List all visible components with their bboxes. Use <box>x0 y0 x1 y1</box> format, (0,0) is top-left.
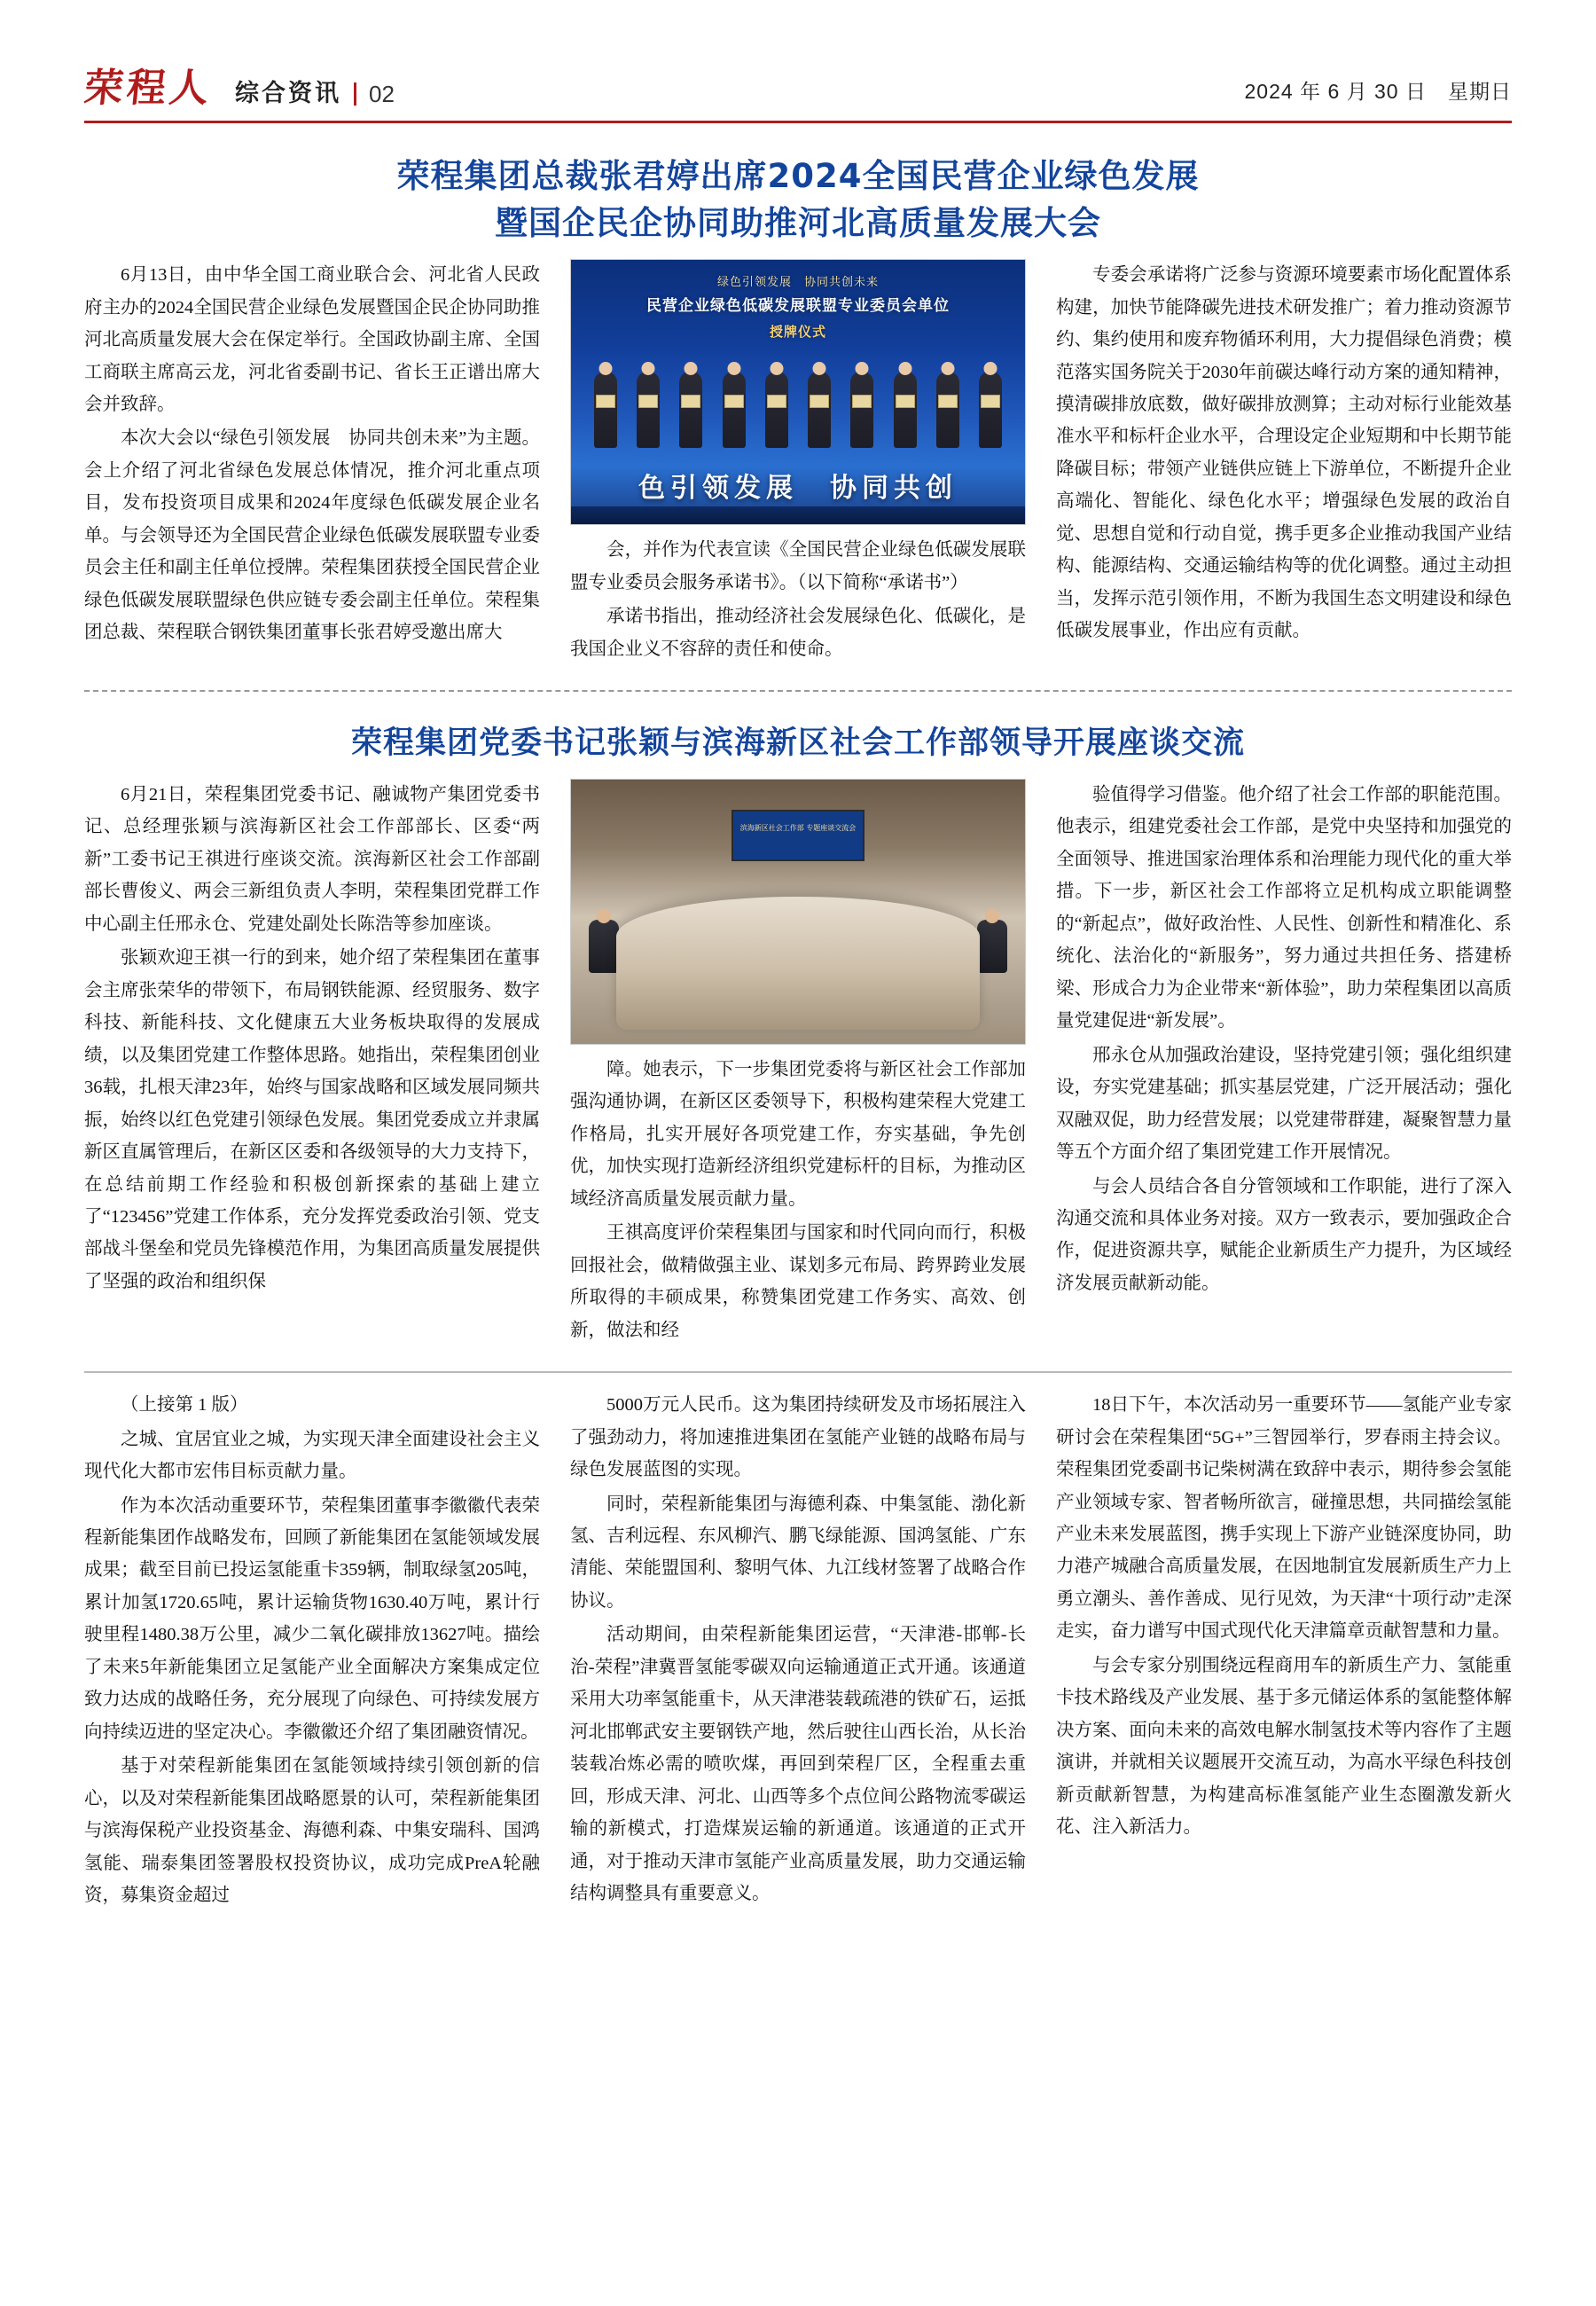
person-figure <box>894 372 917 448</box>
article1-headline <box>84 153 1512 247</box>
article2-p1: 6月21日，荣程集团党委书记、融诚物产集团党委书记、总经理张颖与滨海新区社会工作部部长、区委“两新”工委书记王祺进行座谈交流。滨海新区社会工作部副部长曹俊义、两会三新组负责人李明，荣程集团党群工作中心副主任邢永仓、党建处副处长陈浩等参加座谈。 <box>84 784 540 934</box>
person-figure <box>808 372 831 448</box>
continued-from-note: （上接第 1 版） <box>121 1395 248 1416</box>
article1-p4: 承诺书指出，推动经济社会发展绿色化、低碳化，是我国企业义不容辞的责任和使命。 <box>570 607 1026 659</box>
plaque-icon <box>724 395 744 408</box>
article1-column-2 <box>570 259 1026 667</box>
issue-date: 2024 年 6 月 30 日 星期日 <box>1244 80 1512 103</box>
plaque-icon <box>938 395 958 408</box>
article2-column-1 <box>84 779 540 1348</box>
article1-columns <box>84 259 1512 667</box>
plaque-icon <box>767 395 786 408</box>
article3-columns <box>84 1389 1512 1914</box>
article3-column-2 <box>570 1389 1026 1914</box>
article1-headline-line2: 暨国企民企协同助推河北高质量发展大会 <box>495 203 1101 242</box>
masthead <box>84 0 1512 123</box>
article3-p5: 同时，荣程新能集团与海德利森、中集氢能、渤化新氢、吉利远程、东风柳汽、鹏飞绿能源、国鸿氢能、广东清能、荣能盟国利、黎明气体、九江线材签署了战略合作协议。 <box>570 1494 1026 1611</box>
article2-p7: 与会人员结合各自分管领域和工作职能，进行了深入沟通交流和具体业务对接。双方一致表示，要加强政企合作，促进资源共享，赋能企业新质生产力提升，为区域经济发展贡献新动能。 <box>1056 1176 1512 1293</box>
article1-headline-line1: 荣程集团总裁张君婷出席2024全国民营企业绿色发展 <box>396 157 1200 195</box>
plaque-icon <box>852 395 872 408</box>
person-figure <box>637 372 660 448</box>
ceremony-photo-screen <box>571 272 1025 344</box>
article3-column-3 <box>1056 1389 1512 1914</box>
ceremony-photo <box>570 259 1026 525</box>
person-figure <box>936 372 959 448</box>
plaque-icon <box>981 395 1000 408</box>
article-divider-2 <box>84 1371 1512 1373</box>
article3-p2: 作为本次活动重要环节，荣程集团董事李徽徽代表荣程新能集团作战略发布，回顾了新能集团在氢能领域发展成果；截至目前已投运氢能重卡359辆，制取绿氢205吨，累计加氢1720.65吨，累计运输货物1630.40万吨，累计行驶里程1480.38万公里，减少二氧化碳排放13627吨。描绘了未来5年新能集团立足氢能产业全面解决方案集成定位致力达成的战略任务，充分展现了向绿色、可持续发展方向持续迈进的坚定决心。李徽徽还介绍了集团融资情况。 <box>84 1495 540 1742</box>
article2-columns <box>84 779 1512 1348</box>
article1-column-3 <box>1056 259 1512 667</box>
section-title: 综合资讯 <box>235 80 341 106</box>
ceremony-photo-people <box>594 372 1003 448</box>
article2-headline-line1: 荣程集团党委书记张颖与滨海新区社会工作部领导开展座谈交流 <box>350 726 1245 761</box>
masthead-divider <box>354 82 356 106</box>
meeting-photo-screen: 滨海新区社会工作部 专题座谈交流会 <box>732 810 864 861</box>
article3-p8: 与会专家分别围绕远程商用车的新质生产力、氢能重卡技术路线及产业发展、基于多元储运体系的氢能整体解决方案、面向未来的高效电解水制氢技术等内容作了主题演讲，并就相关议题展开交流互动，为高水平绿色科技创新贡献新智慧，为构建高标准氢能产业生态圈激发新火花、注入新活力。 <box>1056 1655 1512 1838</box>
article3-p4: 5000万元人民币。这为集团持续研发及市场拓展注入了强劲动力，将加速推进集团在氢能产业链的战略布局与绿色发展蓝图的实现。 <box>570 1395 1026 1480</box>
attendee-figure <box>977 920 1007 973</box>
plaque-icon <box>896 395 915 408</box>
article3-p1: 之城、宜居宜业之城，为实现天津全面建设社会主义现代化大都市宏伟目标贡献力量。 <box>84 1429 540 1482</box>
article2-headline <box>84 722 1512 766</box>
page-number: 02 <box>369 81 395 107</box>
article3-p3: 基于对荣程新能集团在氢能领域持续引领创新的信心，以及对荣程新能集团战略愿景的认可，荣程新能集团与滨海保税产业投资基金、海德利森、中集安瑞科、国鸿氢能、瑞泰集团签署股权投资协议，成功完成PreA轮融资，募集资金超过 <box>84 1756 540 1906</box>
plaque-icon <box>596 395 615 408</box>
article-divider-1 <box>84 690 1512 692</box>
article1-p2: 本次大会以“绿色引领发展 协同共创未来”为主题。会上介绍了河北省绿色发展总体情况，推介河北重点项目，发布投资项目成果和2024年度绿色低碳发展企业名单。与会领导还为全国民营企业绿色低碳发展联盟专业委员会主任和副主任单位授牌。荣程集团获授全国民营企业绿色低碳发展联盟绿色供应链专委会副主任单位。荣程集团总裁、荣程联合钢铁集团董事长张君婷受邀出席大 <box>84 428 540 643</box>
stage-floor <box>571 506 1025 524</box>
plaque-icon <box>810 395 829 408</box>
article3-column-1 <box>84 1389 540 1914</box>
person-figure <box>679 372 702 448</box>
article3-p6: 活动期间，由荣程新能集团运营，“天津港-邯郸-长治-荣程”津冀晋氢能零碳双向运输通道正式开通。该通道采用大功率氢能重卡，从天津港装载疏港的铁矿石，运抵河北邯郸武安主要钢铁产地，然后驶往山西长治，从长治装载冶炼必需的喷吹煤，再回到荣程厂区，全程重去重回，形成天津、河北、山西等多个点位间公路物流零碳运输的新模式，打造煤炭运输的新通道。该通道的正式开通，对于推动天津市氢能产业高质量发展，助力交通运输结构调整具有重要意义。 <box>570 1625 1026 1904</box>
article1-column-1 <box>84 259 540 667</box>
ceremony-screen-line2: 民营企业绿色低碳发展联盟专业委员会单位 <box>646 297 950 316</box>
person-figure <box>723 372 746 448</box>
article2-p2: 张颖欢迎王祺一行的到来，她介绍了荣程集团在董事会主席张荣华的带领下，布局钢铁能源、经贸服务、数字科技、新能科技、文化健康五大业务板块取得的发展成绩，以及集团党建工作整体思路。她指出，荣程集团创业36载，扎根天津23年，始终与国家战略和区域发展同频共振，始终以红色党建引领绿色发展。集团党委成立并隶属新区直属管理后，在新区区委和各级领导的大力支持下，在总结前期工作经验和积极创新探索的基础上建立了“123456”党建工作体系，充分发挥党委政治引领、党支部战斗堡垒和党员先锋模范作用，为集团高质量发展提供了坚强的政治和组织保 <box>84 948 540 1291</box>
article2-p4: 王祺高度评价荣程集团与国家和时代同向而行，积极回报社会，做精做强主业、谋划多元布局、跨界跨业发展所取得的丰硕成果，称赞集团党建工作务实、高效、创新，做法和经 <box>570 1223 1026 1340</box>
ceremony-photo-banner: 色引领发展 协同共创 <box>638 473 958 505</box>
person-figure <box>979 372 1002 448</box>
publication-logo: 荣程人 <box>82 66 215 111</box>
article1-p1: 6月13日，由中华全国工商业联合会、河北省人民政府主办的2024全国民营企业绿色发展暨国企民企协同助推河北高质量发展大会在保定举行。全国政协副主席、全国工商联主席高云龙，河北省委副书记、省长王正谱出席大会并致辞。 <box>84 265 540 414</box>
article3-p7: 18日下午，本次活动另一重要环节——氢能产业专家研讨会在荣程集团“5G+”三智园举行，罗春雨主持会议。荣程集团党委副书记柴树满在致辞中表示，期待参会氢能产业领域专家、智者畅所欲言，碰撞思想，共同描绘氢能产业未来发展蓝图，携手实现上下游产业链深度协同，助力港产城融合高质量发展，在因地制宜发展新质生产力上勇立潮头、善作善成、见行见效，为天津“十项行动”走深走实，奋力谱写中国式现代化天津篇章贡献智慧和力量。 <box>1056 1395 1512 1642</box>
article2-p6: 邢永仓从加强政治建设，坚持党建引领；强化组织建设，夯实党建基础；抓实基层党建，广泛开展活动；强化双融双促，助力经营发展；以党建带群建，凝聚智慧力量等五个方面介绍了集团党建工作开展情况。 <box>1056 1045 1512 1163</box>
person-figure <box>765 372 788 448</box>
article2-p3: 障。她表示，下一步集团党委将与新区社会工作部加强沟通协调，在新区区委领导下，积极构建荣程大党建工作格局，扎实开展好各项党建工作，夯实基础，争先创优，加快实现打造新经济组织党建标杆的目标，为推动区域经济高质量发展贡献力量。 <box>570 1059 1026 1209</box>
person-figure <box>594 372 617 448</box>
article1-p5: 专委会承诺将广泛参与资源环境要素市场化配置体系构建，加快节能降碳先进技术研发推广；着力推动资源节约、集约使用和废弃物循环利用，大力提倡绿色消费；模范落实国务院关于2030年前碳达峰行动方案的通知精神，摸清碳排放底数，做好碳排放测算；主动对标行业能效基准水平和标杆企业水平，合理设定企业短期和中长期节能降碳目标；带领产业链供应链上下游单位，不断提升企业高端化、智能化、绿色化水平；增强绿色发展的政治自觉、思想自觉和行动自觉，携手更多企业推动我国产业结构、能源结构、交通运输结构等的优化调整。通过主动担当，发挥示范引领作用，不断为我国生态文明建设和绿色低碳发展事业，作出应有贡献。 <box>1056 265 1512 641</box>
attendee-figure <box>589 920 619 973</box>
article2-column-2 <box>570 779 1026 1348</box>
article1-p3: 会，并作为代表宣读《全国民营企业绿色低碳发展联盟专业委员会服务承诺书》。（以下简称“承诺书”） <box>570 540 1026 592</box>
plaque-icon <box>681 395 700 408</box>
meeting-photo <box>570 779 1026 1045</box>
person-figure <box>850 372 873 448</box>
plaque-icon <box>638 395 658 408</box>
ceremony-screen-line1: 绿色引领发展 协同共创未来 <box>716 276 879 290</box>
ceremony-screen-line3: 授牌仪式 <box>769 324 826 341</box>
conference-table <box>616 897 980 1030</box>
article2-column-3 <box>1056 779 1512 1348</box>
article2-p5: 验值得学习借鉴。他介绍了社会工作部的职能范围。他表示，组建党委社会工作部，是党中央坚持和加强党的全面领导、推进国家治理体系和治理能力现代化的重大举措。下一步，新区社会工作部将立足机构成立职能调整的“新起点”，做好政治性、人民性、创新性和精准化、系统化、法治化的“新服务”，努力通过共担任务、搭建桥梁、形成合力为企业带来“新体验”，助力荣程集团以高质量党建促进“新发展”。 <box>1056 784 1512 1031</box>
